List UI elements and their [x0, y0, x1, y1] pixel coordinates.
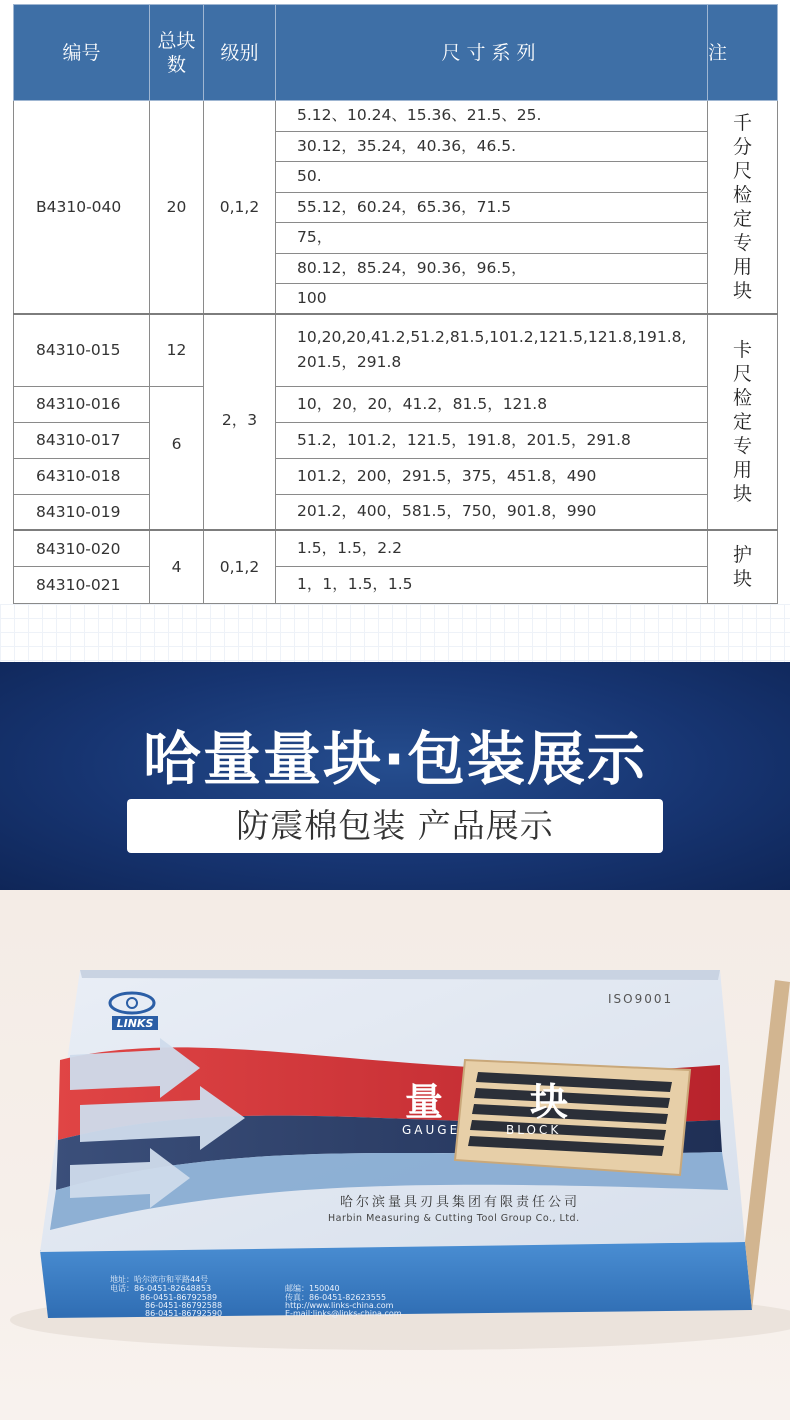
- header-sizes: 尺寸系列: [276, 5, 708, 101]
- code-cell: 84310-015: [14, 314, 150, 386]
- sizes-cell: 10,20,20,41.2,51.2,81.5,101.2,121.5,121.8,191.8, 201.5，291.8: [276, 314, 708, 386]
- header-code: 编号: [14, 5, 150, 101]
- phone-text-2: 86-0451-86792589: [140, 1293, 218, 1302]
- table-row: [14, 386, 778, 422]
- sizes-cell: 1.5，1.5，2.2: [276, 530, 708, 567]
- product-name-en-2: BLOCK: [506, 1123, 562, 1137]
- sizes-cell: 201.2，400，581.5，750，901.8，990: [276, 494, 708, 530]
- count-cell: 20: [150, 101, 204, 315]
- header-grade: 级别: [204, 5, 276, 101]
- product-name-en-1: GAUGE: [402, 1123, 461, 1137]
- note-cell: 护块: [708, 530, 778, 603]
- sizes-cell: 50.: [276, 162, 708, 193]
- grade-cell: 0,1,2: [204, 530, 276, 603]
- company-name-cn: 哈尔滨量具刃具集团有限责任公司: [340, 1195, 581, 1210]
- sizes-cell: 101.2，200，291.5，375，451.8，490: [276, 458, 708, 494]
- count-cell: 6: [150, 386, 204, 530]
- gauge-block-spec-table: [13, 4, 778, 604]
- email-text: E-mail:links@links-china.com: [285, 1309, 402, 1318]
- count-cell: 12: [150, 314, 204, 386]
- banner-subtitle: 防震棉包装 产品展示: [127, 799, 663, 853]
- code-cell: 84310-021: [14, 567, 150, 604]
- address-text: 地址：哈尔滨市和平路44号: [110, 1275, 209, 1284]
- table-row: [14, 494, 778, 530]
- postcode-text: 邮编：150040: [285, 1284, 340, 1293]
- table-row: [14, 530, 778, 567]
- packaging-box-illustration: [0, 890, 790, 1420]
- product-photo: [0, 890, 790, 1420]
- code-cell: 64310-018: [14, 458, 150, 494]
- phone-text: 电话：86-0451-82648853: [110, 1284, 212, 1293]
- code-cell: B4310-040: [14, 101, 150, 315]
- table-header-row: [14, 5, 778, 101]
- product-name-cn-1: 量: [405, 1080, 444, 1124]
- gauge-block-tray: [455, 1060, 690, 1175]
- table-row: [14, 101, 778, 132]
- grid-background: [0, 604, 790, 662]
- sizes-cell: 100: [276, 284, 708, 315]
- sizes-cell: 1，1，1.5，1.5: [276, 567, 708, 604]
- banner-title: 哈量量块·包装展示: [142, 725, 648, 793]
- note-cell: 卡尺检定专用块: [708, 314, 778, 530]
- sizes-cell: 5.12、10.24、15.36、21.5、25.: [276, 101, 708, 132]
- code-cell: 84310-019: [14, 494, 150, 530]
- sizes-cell: 30.12，35.24，40.36，46.5.: [276, 131, 708, 162]
- sizes-cell: 10，20，20，41.2，81.5，121.8: [276, 386, 708, 422]
- company-name-en: Harbin Measuring & Cutting Tool Group Co., Ltd.: [328, 1213, 580, 1224]
- table-row: [14, 422, 778, 458]
- iso-label: ISO9001: [608, 992, 674, 1006]
- section-banner: [0, 662, 790, 890]
- header-count: 总块数: [150, 5, 204, 101]
- sizes-cell: 55.12，60.24，65.36，71.5: [276, 192, 708, 223]
- phone-text-4: 86-0451-86792590: [145, 1309, 223, 1318]
- sizes-cell: 51.2，101.2，121.5，191.8，201.5，291.8: [276, 422, 708, 458]
- svg-text:LINKS: LINKS: [116, 1017, 154, 1030]
- header-note: 注: [708, 5, 778, 101]
- sizes-cell: 75，: [276, 223, 708, 254]
- grade-cell: 2，3: [204, 314, 276, 530]
- table-row: [14, 314, 778, 386]
- phone-text-3: 86-0451-86792588: [145, 1301, 223, 1310]
- code-cell: 84310-017: [14, 422, 150, 458]
- grade-cell: 0,1,2: [204, 101, 276, 315]
- product-name-cn-2: 块: [530, 1080, 569, 1124]
- table-row: [14, 567, 778, 604]
- count-cell: 4: [150, 530, 204, 603]
- website-text: http://www.links-china.com: [285, 1301, 394, 1310]
- code-cell: 84310-016: [14, 386, 150, 422]
- table-row: [14, 458, 778, 494]
- code-cell: 84310-020: [14, 530, 150, 567]
- note-cell: 千分尺检定专用块: [708, 101, 778, 315]
- fax-text: 传真：86-0451-82623555: [285, 1293, 387, 1302]
- sizes-cell: 80.12，85.24，90.36，96.5，: [276, 253, 708, 284]
